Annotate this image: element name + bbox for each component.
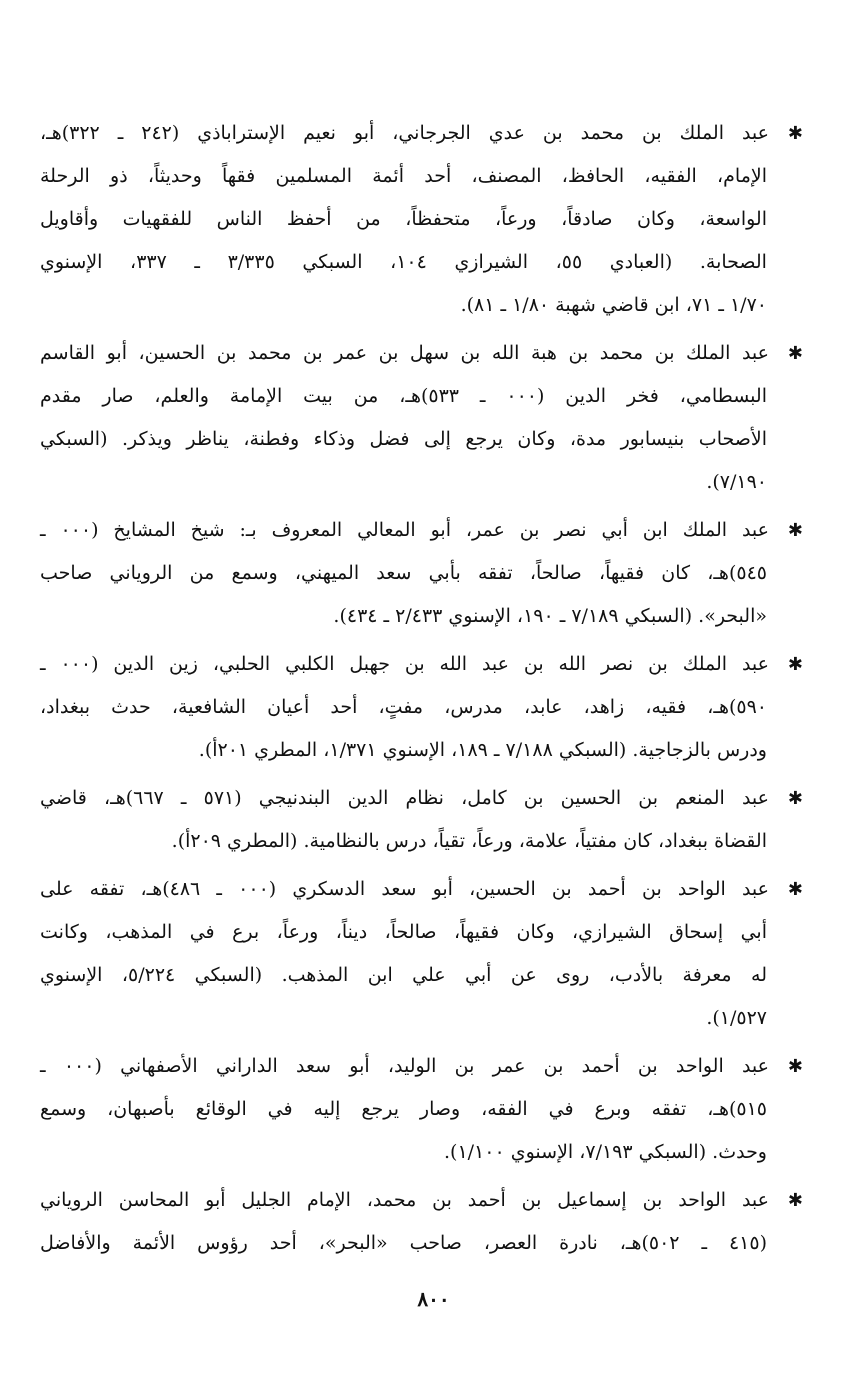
asterisk-icon: ✱ (787, 520, 803, 541)
biography-entry: ✱عبد الملك بن نصر الله بن عبد الله بن جهبل الكلبي الحلبي، زين الدين (٠٠٠ ـ ٥٩٠)هـ، فقيه، زاهد، عابد، مدرس، مفتٍ، أحد أعيان الشافعية، حدث ببغداد، ودرس بالزجاجية. (السبكي ٧/١٨٨ ـ ١٨٩، الإسنوي ١/٣٧١، المطري ٢٠١أ). (40, 643, 803, 772)
biography-entry: ✱عبد الملك بن محمد بن عدي الجرجاني، أبو نعيم الإستراباذي (٢٤٢ ـ ٣٢٢)هـ، الإمام، الفقيه، الحافظ، المصنف، أحد أئمة المسلمين فقهاً وحديثاً، ذو الرحلة الواسعة، وكان صادقاً، ورعاً، متحفظاً، من أحفظ الناس للفقهيات وأقاويل الصحابة. (العبادي ٥٥، الشيرازي ١٠٤، السبكي ٣/٣٣٥ ـ ٣٣٧، الإسنوي ١/٧٠ ـ ٧١، ابن قاضي شهبة ١/٨٠ ـ ٨١). (40, 112, 803, 327)
asterisk-icon: ✱ (787, 123, 803, 144)
biography-entries (40, 112, 803, 1270)
page-number: ٨٠٠ (417, 1287, 450, 1311)
asterisk-icon: ✱ (787, 788, 803, 809)
asterisk-icon: ✱ (787, 654, 803, 675)
biography-entry: ✱عبد الملك بن محمد بن هبة الله بن سهل بن عمر بن محمد بن الحسين، أبو القاسم البسطامي، فخر الدين (٠٠٠ ـ ٥٣٣)هـ، من بيت الإمامة والعلم، صار مقدم الأصحاب بنيسابور مدة، وكان يرجع إلى فضل وذكاء وفطنة، يناظر ويذكر. (السبكي ٧/١٩٠). (40, 332, 803, 504)
asterisk-icon: ✱ (787, 343, 803, 364)
asterisk-icon: ✱ (787, 1056, 804, 1077)
biography-entry: ✱عبد الملك ابن أبي نصر بن عمر، أبو المعالي المعروف بـ: شيخ المشايخ (٠٠٠ ـ ٥٤٥)هـ، كان فقيهاً، صالحاً، تفقه بأبي سعد الميهني، وسمع من الروياني صاحب «البحر». (السبكي ٧/١٨٩ ـ ١٩٠، الإسنوي ٢/٤٣٣ ـ ٤٣٤). (40, 509, 803, 638)
biography-entry: ✱عبد المنعم بن الحسين بن كامل، نظام الدين البندنيجي (٥٧١ ـ ٦٦٧)هـ، قاضي القضاة ببغداد، كان مفتياً، علامة، ورعاً، تقياً، درس بالنظامية. (المطري ٢٠٩أ). (40, 777, 803, 863)
biography-entry: ✱عبد الواحد بن إسماعيل بن أحمد بن محمد، الإمام الجليل أبو المحاسن الروياني (٤١٥ ـ ٥٠٢)هـ، نادرة العصر، صاحب «البحر»، أحد رؤوس الأئمة والأفاضل (40, 1179, 803, 1265)
asterisk-icon: ✱ (787, 879, 803, 900)
biography-entry: ✱عبد الواحد بن أحمد بن عمر بن الوليد، أبو سعد الداراني الأصفهاني (٠٠٠ ـ ٥١٥)هـ، تفقه وبرع في الفقه، وصار يرجع إليه في الوقائع بأصبهان، وسمع وحدث. (السبكي ٧/١٩٣، الإسنوي ١/١٠٠). (40, 1045, 803, 1174)
asterisk-icon: ✱ (787, 1190, 803, 1211)
biography-entry: ✱عبد الواحد بن أحمد بن الحسين، أبو سعد الدسكري (٠٠٠ ـ ٤٨٦)هـ، تفقه على أبي إسحاق الشيرازي، وكان فقيهاً، صالحاً، ديناً، ورعاً، برع في المذهب، وكانت له معرفة بالأدب، روى عن أبي علي ابن المذهب. (السبكي ٥/٢٢٤، الإسنوي ١/٥٢٧). (40, 868, 803, 1040)
